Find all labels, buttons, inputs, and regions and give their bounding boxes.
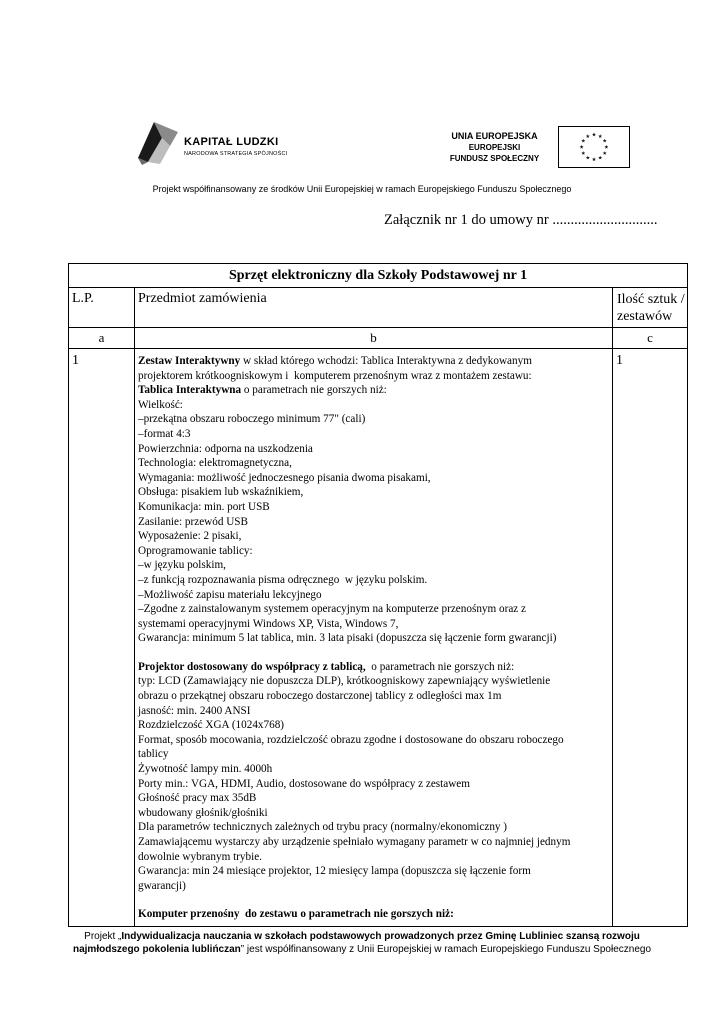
description-line-text: –Zgodne z zainstalowanym systemem operacyjnym na komputerze przenośnym oraz z <box>138 603 527 616</box>
eu-logo <box>437 118 637 178</box>
description-line <box>138 879 606 894</box>
eu-logo-text <box>437 131 552 164</box>
description-line-text: w skład którego wchodzi: Tablica Interaktywna z dedykowanym <box>240 355 532 367</box>
table-header-row <box>69 288 688 328</box>
eu-star-icon <box>598 134 602 138</box>
description-line-text: Oprogramowanie tablicy: <box>138 544 253 557</box>
cofinancing-note: Projekt współfinansowany ze środków Unii Europejskiej w ramach Europejskiego Funduszu Społecznego <box>152 184 572 194</box>
description-line <box>138 718 606 733</box>
description-line-text: Zamawiającemu wystarczy aby urządzenie spełniało wymagany parametr w co najmniej jednym <box>138 836 571 848</box>
description-line <box>138 471 606 486</box>
column-letter-c: c <box>613 328 688 349</box>
description-line <box>138 485 606 500</box>
description-line-text: –Możliwość zapisu materiału lekcyjnego <box>138 588 322 601</box>
description-line-text: Porty min.: VGA, HDMI, Audio, dostosowane do współpracy z zestawem <box>138 777 470 790</box>
description-line-text: Gwarancja: min 24 miesiące projektor, 12 miesięcy lampa (dopuszcza się łączenie form <box>138 865 531 878</box>
description-line-text: Powierzchnia: odporna na uszkodzenia <box>138 442 313 455</box>
footer-prefix: Projekt „ <box>84 931 122 942</box>
description-line <box>138 747 606 762</box>
description-line <box>138 602 606 617</box>
description-line <box>138 864 606 879</box>
description-line-bold: Projektor dostosowany do współpracy z tablicą, <box>138 660 366 673</box>
description-line <box>138 456 606 471</box>
column-letters-row <box>69 328 688 349</box>
eu-star-icon <box>581 139 585 143</box>
paragraph-gap <box>138 893 606 907</box>
description-line <box>138 617 606 632</box>
kapital-ludzki-logo <box>120 108 310 178</box>
description-line <box>138 777 606 792</box>
description-line-text: typ: LCD (Zamawiający nie dopuszcza DLP), krótkoogniskowy zapewniający wyświetlenie <box>138 675 551 688</box>
description-line-text: o parametrach nie gorszych niż: <box>241 384 387 397</box>
description-line-text: –z funkcją rozpoznawania pisma odręcznego w języku polskim. <box>138 573 428 586</box>
description-line <box>138 427 606 442</box>
table-title: Sprzęt elektroniczny dla Szkoły Podstawowej nr 1 <box>69 264 688 288</box>
description-line-text: –przekątna obszaru roboczego minimum 77" (cali) <box>138 413 366 426</box>
description-line-text: Gwarancja: minimum 5 lat tablica, min. 3 lata pisaki (dopuszcza się łączenie form gwarancji) <box>138 632 557 645</box>
description-line-text: –w języku polskim, <box>138 559 226 572</box>
description-line-text: Wielkość: <box>138 398 183 411</box>
paragraph-gap <box>138 646 606 660</box>
eu-star-icon <box>592 133 596 137</box>
description-line <box>138 660 606 675</box>
row-quantity: 1 <box>613 349 688 927</box>
kapital-ludzki-subtitle: NARODOWA STRATEGIA SPÓJNOŚCI <box>184 151 288 157</box>
eu-logo-line3: FUNDUSZ SPOŁECZNY <box>449 154 540 163</box>
description-line <box>138 820 606 835</box>
description-line <box>138 588 606 603</box>
description-line-text: tablicy <box>138 748 169 761</box>
description-line-text: Wyposażenie: 2 pisaki, <box>138 530 242 543</box>
description-line-text: jasność: min. 2400 ANSI <box>138 704 251 717</box>
description-line <box>138 529 606 544</box>
description-line-text: o parametrach nie gorszych niż: <box>365 660 515 673</box>
footer-project-title-1: Indywidualizacja nauczania w szkołach podstawowych prowadzonych przez Gminę Lubliniec szansą rozwoju <box>121 931 640 942</box>
description-line <box>138 704 606 719</box>
eu-star-icon <box>604 145 608 149</box>
description-line <box>138 907 606 922</box>
description-line <box>138 544 606 559</box>
eu-star-icon <box>580 145 584 149</box>
column-letter-a: a <box>69 328 135 349</box>
header-lp: L.P. <box>69 288 135 328</box>
eu-star-icon <box>603 139 607 143</box>
row-number: 1 <box>69 349 135 927</box>
description-line-text: Technologia: elektromagnetyczna, <box>138 457 292 470</box>
annex-heading: Załącznik nr 1 do umowy nr ............................. <box>384 212 658 228</box>
eu-star-icon <box>581 151 585 155</box>
description-line <box>138 398 606 413</box>
description-line-text: systemami operacyjnymi Windows XP, Vista, Windows 7, <box>138 617 399 630</box>
eu-flag-icon <box>558 126 630 168</box>
header-item: Przedmiot zamówienia <box>135 288 613 328</box>
description-line-text: Zasilanie: przewód USB <box>138 515 248 528</box>
description-line <box>138 791 606 806</box>
eu-logo-line1: UNIA EUROPEJSKA <box>451 131 538 141</box>
description-line-text: Żywotność lampy min. 4000h <box>138 763 273 776</box>
description-line-text: –format 4:3 <box>138 427 191 440</box>
description-line <box>138 500 606 515</box>
description-line-text: Rozdzielczość XGA (1024x768) <box>138 719 285 732</box>
eu-star-icon <box>586 156 590 160</box>
footer-note <box>0 930 724 956</box>
description-line <box>138 733 606 748</box>
kapital-ludzki-emblem-icon <box>134 118 180 166</box>
column-letter-b: b <box>135 328 613 349</box>
header-qty: Ilość sztuk / zestawów <box>613 288 688 328</box>
description-line <box>138 369 606 384</box>
description-line <box>138 383 606 398</box>
description-line-text: dowolnie wybranym trybie. <box>138 850 262 863</box>
description-line <box>138 442 606 457</box>
table-row <box>69 349 688 927</box>
description-line <box>138 762 606 777</box>
description-line <box>138 835 606 850</box>
description-line-text: gwarancji) <box>138 879 186 892</box>
description-line <box>138 558 606 573</box>
description-line-text: Format, sposób mocowania, rozdzielczość obrazu zgodne i dostosowane do obszaru roboczego <box>138 733 564 746</box>
eu-star-icon <box>586 134 590 138</box>
description-line <box>138 850 606 865</box>
equipment-table <box>68 263 688 927</box>
eu-logo-line2: EUROPEJSKI <box>468 143 521 152</box>
description-line <box>138 674 606 689</box>
item-description <box>135 349 613 927</box>
eu-star-icon <box>603 151 607 155</box>
eu-star-icon <box>598 156 602 160</box>
description-line <box>138 689 606 704</box>
description-line-text: Wymagania: możliwość jednoczesnego pisania dwoma pisakami, <box>138 471 431 484</box>
description-line <box>138 631 606 646</box>
description-line <box>138 515 606 530</box>
description-line-bold: Tablica Interaktywna <box>138 384 242 397</box>
description-line-text: obrazu o przekątnej obszaru roboczego dostarczonej tablicy z odległości max 1m <box>138 690 502 703</box>
description-line-text: Głośność pracy max 35dB <box>138 792 257 805</box>
description-line-text: Dla parametrów technicznych zależnych od trybu pracy (normalny/ekonomiczny ) <box>138 821 508 834</box>
description-line <box>138 573 606 588</box>
description-line <box>138 354 606 369</box>
description-line <box>138 412 606 427</box>
eu-star-icon <box>592 157 596 161</box>
footer-project-title-2: najmłodszego pokolenia lublińczan <box>72 944 241 955</box>
description-line <box>138 806 606 821</box>
description-line-text: Komunikacja: min. port USB <box>138 500 270 513</box>
description-line-bold: Komputer przenośny do zestawu o parametrach nie gorszych niż: <box>138 908 454 921</box>
description-line-text: wbudowany głośnik/głośniki <box>138 806 268 819</box>
description-line-text: projektorem krótkoogniskowym i komputerem przenośnym wraz z montażem zestawu: <box>138 369 532 382</box>
footer-suffix: ” jest współfinansowany z Unii Europejskiej w ramach Europejskiego Funduszu Społecznego <box>240 944 652 955</box>
description-line-bold: Zestaw Interaktywny <box>138 355 241 367</box>
kapital-ludzki-title: KAPITAŁ LUDZKI <box>184 136 279 148</box>
description-line-text: Obsługa: pisakiem lub wskaźnikiem, <box>138 486 304 499</box>
